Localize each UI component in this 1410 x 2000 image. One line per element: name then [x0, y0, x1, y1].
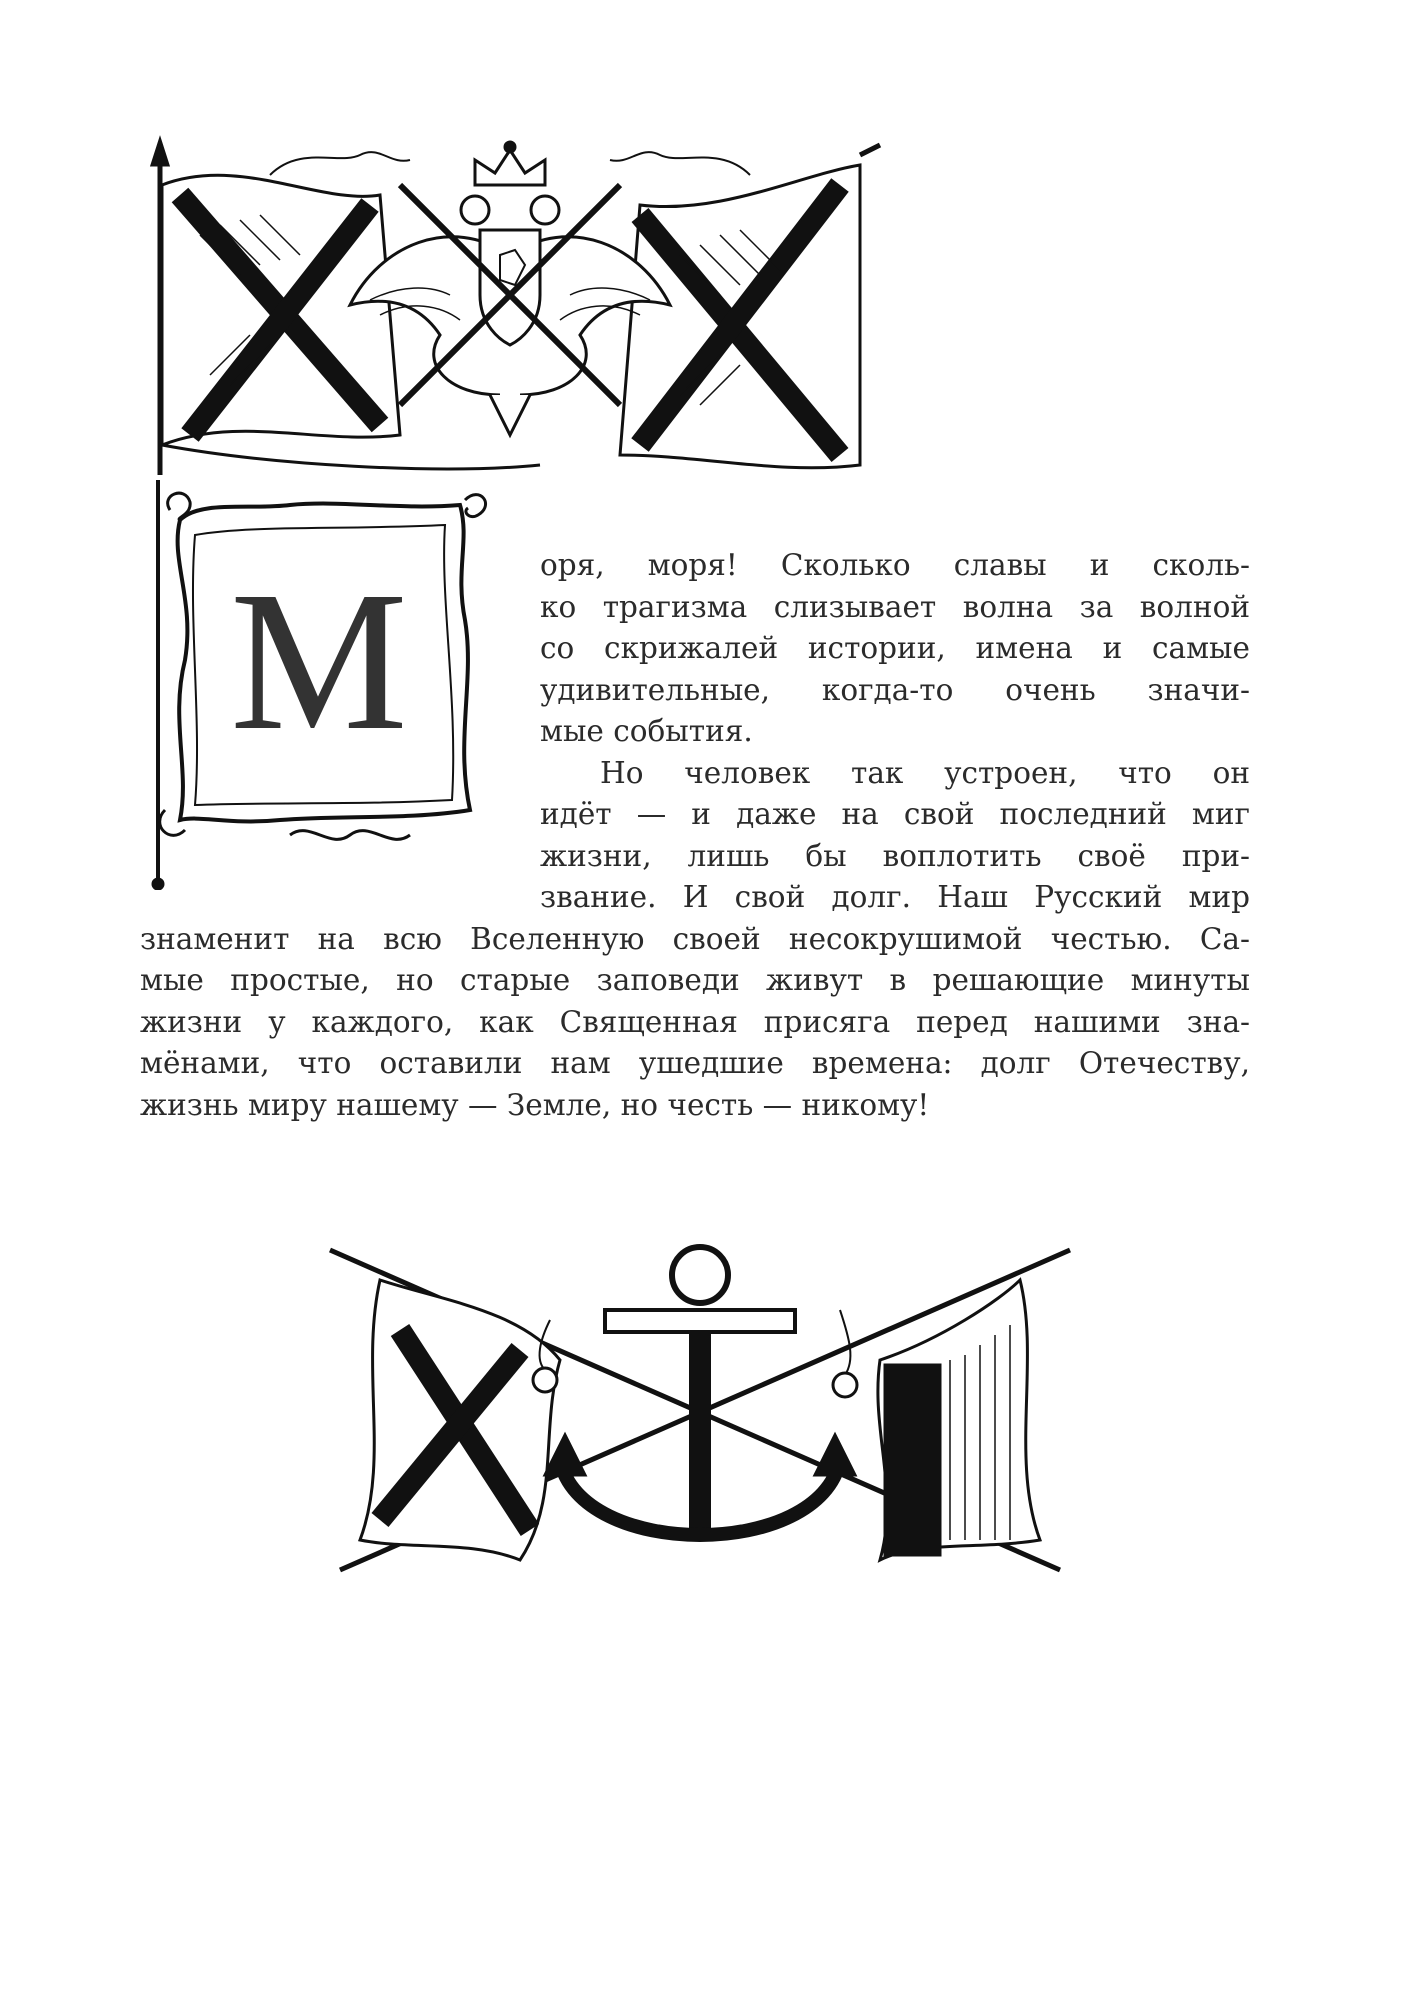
text-line: удивительные, когда-то очень значи-: [540, 672, 1250, 707]
footer-anchor-illustration: [320, 1240, 1080, 1580]
text-line: со скрижалей истории, имена и самые: [540, 631, 1250, 665]
text-line: мые события.: [540, 714, 753, 748]
text-line: мые простые, но старые заповеди живут в решающие минуты: [140, 963, 1250, 997]
header-emblem-illustration: [120, 135, 900, 495]
text-line: звание. И свой долг. Наш Русский мир: [540, 880, 1250, 914]
text-line: жизнь миру нашему — Земле, но честь — никому!: [140, 1087, 930, 1122]
text-line: идёт — и даже на свой последний миг: [540, 797, 1250, 831]
text-line: ко трагизма слизывает волна за волной: [540, 589, 1250, 624]
text-line: оря, моря! Сколько славы и сколь-: [540, 548, 1250, 582]
dropcap-letter: М: [230, 551, 408, 772]
text-line: мёнами, что оставили нам ушедшие времена: долг Отечеству,: [140, 1046, 1250, 1080]
body-text: [140, 545, 1250, 1126]
text-line: жизни, лишь бы воплотить своё при-: [540, 838, 1250, 873]
text-line: знаменит на всю Вселенную своей несокрушимой честью. Са-: [140, 921, 1250, 956]
text-line: жизни у каждого, как Священная присяга перед нашими зна-: [140, 1004, 1250, 1039]
text-line: Но человек так устроен, что он: [600, 755, 1250, 790]
